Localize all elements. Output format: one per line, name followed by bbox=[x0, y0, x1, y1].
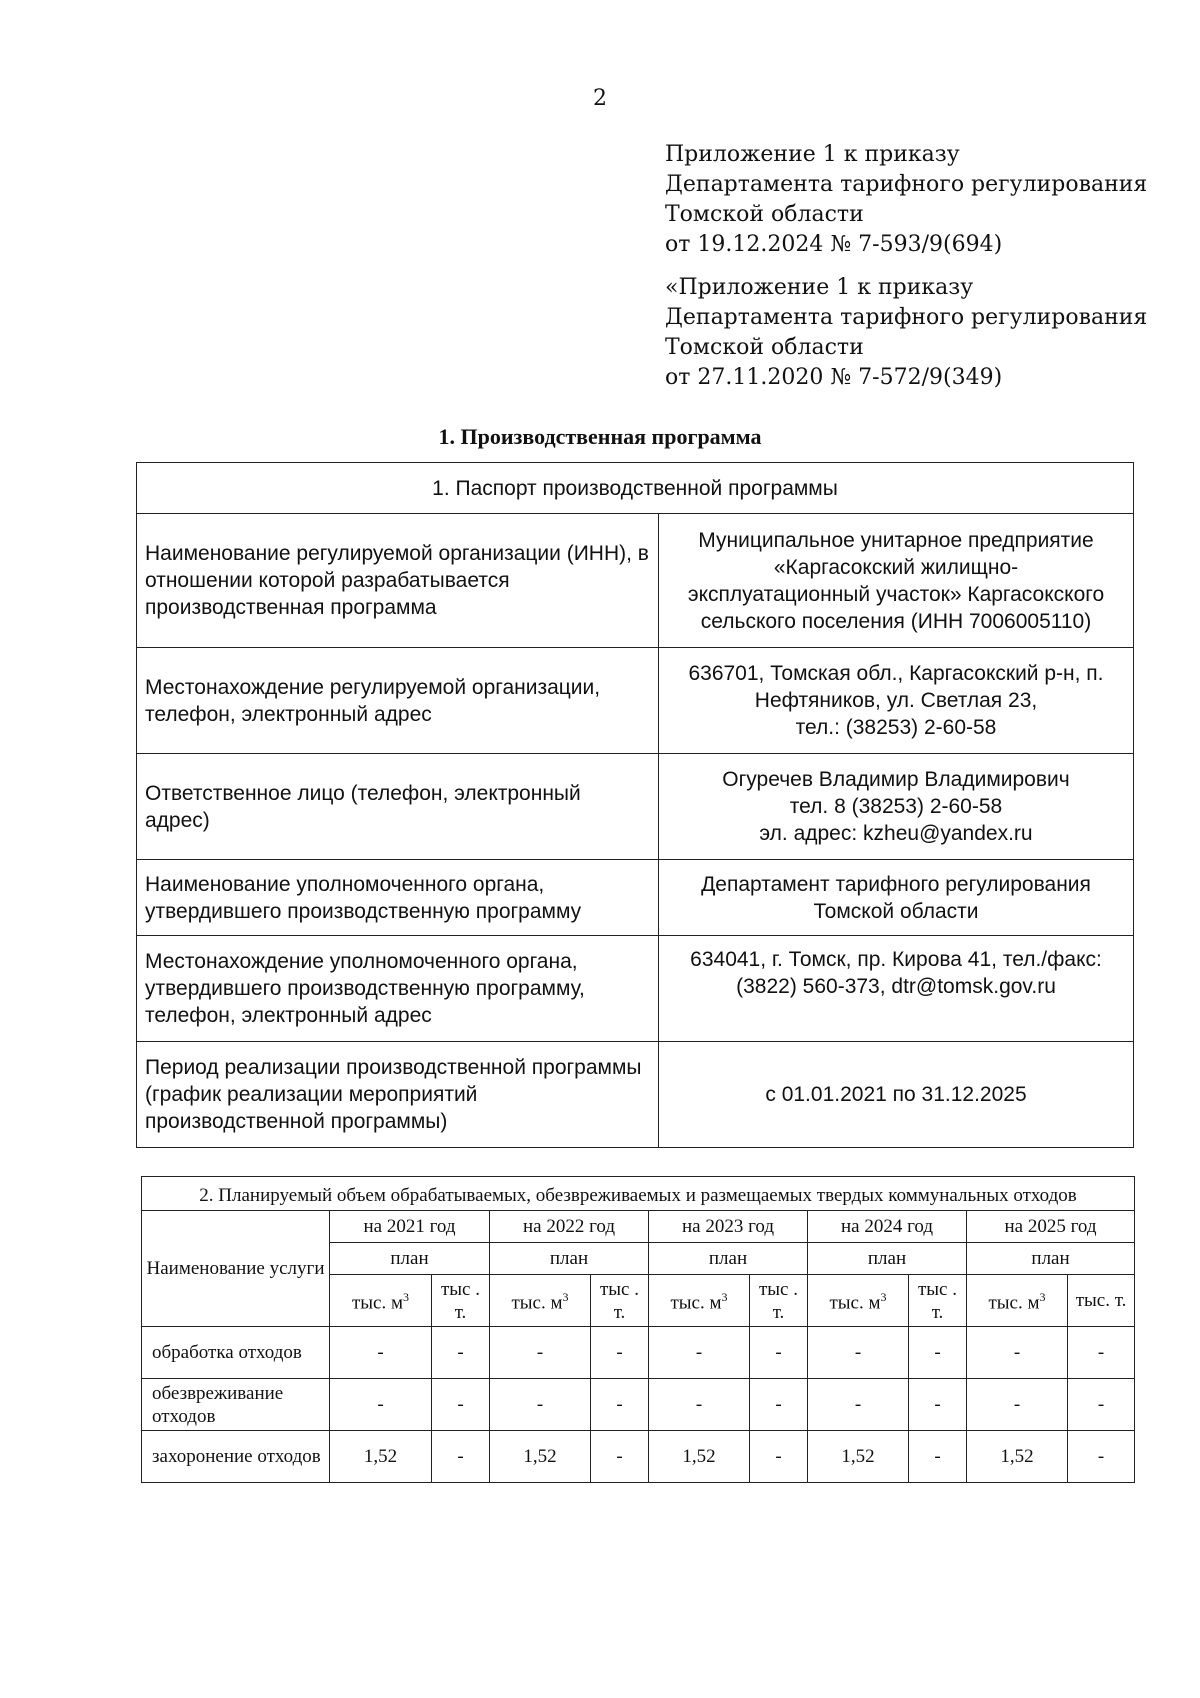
unit-m3-sup: 3 bbox=[562, 1290, 569, 1305]
value-cell: - bbox=[432, 1327, 490, 1379]
plan-header: план bbox=[490, 1243, 649, 1275]
service-name: захоронение отходов bbox=[142, 1431, 330, 1483]
passport-value bbox=[659, 1042, 1134, 1148]
appendix-line: Томской области bbox=[665, 202, 864, 227]
appendix-line: Томской области bbox=[665, 335, 864, 360]
value-cell: 1,52 bbox=[330, 1431, 432, 1483]
table-row bbox=[137, 514, 1134, 648]
unit-m3-text: тыс. м bbox=[670, 1292, 722, 1314]
passport-table bbox=[136, 462, 1134, 1148]
unit-t-header: тыс . т. bbox=[909, 1275, 967, 1327]
value-cell: - bbox=[330, 1379, 432, 1431]
passport-value bbox=[659, 648, 1134, 754]
value-cell: - bbox=[909, 1327, 967, 1379]
appendix-current bbox=[665, 140, 1185, 260]
passport-value bbox=[659, 860, 1134, 936]
unit-m3-text: тыс. м bbox=[511, 1292, 563, 1314]
unit-m3-sup: 3 bbox=[1039, 1290, 1046, 1305]
appendix-line: Приложение 1 к приказу bbox=[665, 142, 960, 167]
value-cell: - bbox=[591, 1431, 649, 1483]
unit-t-header: тыс. т. bbox=[1068, 1275, 1135, 1327]
service-header: Наименование услуги bbox=[142, 1211, 330, 1327]
value-cell: - bbox=[330, 1327, 432, 1379]
unit-m3-text: тыс. м bbox=[351, 1292, 404, 1314]
value-cell: - bbox=[649, 1379, 750, 1431]
value-line: 636701, Томская обл., Каргасокский р-н, п. bbox=[688, 662, 1104, 685]
plan-header: план bbox=[330, 1243, 490, 1275]
value-line: Муниципальное унитарное предприятие bbox=[698, 528, 1094, 552]
section-title: 1. Производственная программа bbox=[438, 424, 762, 449]
appendix-line: «Приложение 1 к приказу bbox=[665, 275, 974, 300]
value-line: 634041, г. Томск, пр. Кирова 41, тел./факс: bbox=[690, 948, 1102, 971]
passport-value bbox=[659, 936, 1134, 1042]
value-cell: - bbox=[967, 1379, 1068, 1431]
value-line: тел. 8 (38253) 2-60-58 bbox=[789, 795, 1003, 818]
unit-m3-sup: 3 bbox=[721, 1290, 728, 1305]
unit-m3-header bbox=[808, 1275, 909, 1327]
table-row bbox=[142, 1431, 1135, 1483]
unit-m3-header bbox=[649, 1275, 750, 1327]
table-row bbox=[137, 648, 1134, 754]
year-header: на 2022 год bbox=[490, 1211, 649, 1243]
plan-header: план bbox=[967, 1243, 1135, 1275]
table-row bbox=[137, 860, 1134, 936]
value-cell: - bbox=[750, 1379, 808, 1431]
value-cell: - bbox=[967, 1327, 1068, 1379]
year-header: на 2023 год bbox=[649, 1211, 808, 1243]
table-row bbox=[137, 1042, 1134, 1148]
unit-t-header: тыс . т. bbox=[750, 1275, 808, 1327]
year-header: на 2024 год bbox=[808, 1211, 967, 1243]
value-cell: - bbox=[490, 1379, 591, 1431]
year-header: на 2021 год bbox=[330, 1211, 490, 1243]
passport-label: Период реализации производственной программы (график реализации мероприятий производственной программы) bbox=[137, 1042, 659, 1148]
unit-m3-header bbox=[967, 1275, 1068, 1327]
passport-label: Местонахождение регулируемой организации, телефон, электронный адрес bbox=[137, 648, 659, 754]
year-header: на 2025 год bbox=[967, 1211, 1135, 1243]
value-cell: 1,52 bbox=[649, 1431, 750, 1483]
table-row bbox=[137, 936, 1134, 1042]
passport-label: Местонахождение уполномоченного органа, утвердившего производственную программу, телефон, электронный адрес bbox=[137, 936, 659, 1042]
unit-m3-header bbox=[490, 1275, 591, 1327]
value-line: Нефтяников, ул. Светлая 23, bbox=[754, 689, 1038, 712]
plan-header: план bbox=[649, 1243, 808, 1275]
value-cell: - bbox=[432, 1379, 490, 1431]
unit-t-header: тыс . т. bbox=[591, 1275, 649, 1327]
unit-m3-text: тыс. м bbox=[988, 1292, 1040, 1314]
passport-value bbox=[659, 754, 1134, 860]
appendix-line: Департамента тарифного регулирования bbox=[665, 305, 1148, 330]
appendix-line: от 19.12.2024 № 7-593/9(694) bbox=[665, 232, 1003, 257]
unit-t-header: тыс . т. bbox=[432, 1275, 490, 1327]
unit-m3-sup: 3 bbox=[403, 1290, 410, 1305]
service-name: обезвреживание отходов bbox=[142, 1379, 330, 1431]
value-cell: - bbox=[808, 1379, 909, 1431]
table-row bbox=[142, 1327, 1135, 1379]
years-row bbox=[142, 1211, 1135, 1243]
value-cell: - bbox=[1068, 1379, 1135, 1431]
appendix-line: от 27.11.2020 № 7-572/9(349) bbox=[665, 365, 1003, 390]
value-cell: - bbox=[750, 1327, 808, 1379]
value-cell: - bbox=[909, 1379, 967, 1431]
value-line: (3822) 560-373, dtr@tomsk.gov.ru bbox=[736, 975, 1056, 998]
value-line: Департамент тарифного регулирования bbox=[701, 872, 1091, 896]
value-cell: - bbox=[808, 1327, 909, 1379]
volume-table bbox=[141, 1176, 1135, 1483]
appendix-original bbox=[665, 273, 1185, 393]
passport-value bbox=[659, 514, 1134, 648]
value-line: сельского поселения (ИНН 7006005110) bbox=[700, 609, 1092, 633]
passport-header: 1. Паспорт производственной программы bbox=[137, 463, 1134, 514]
page-number: 2 bbox=[593, 86, 607, 111]
value-cell: - bbox=[432, 1431, 490, 1483]
value-line: эл. адрес: kzheu@yandex.ru bbox=[759, 822, 1033, 845]
value-line: с 01.01.2021 по 31.12.2025 bbox=[765, 1083, 1027, 1106]
unit-m3-text: тыс. м bbox=[829, 1292, 881, 1314]
value-cell: - bbox=[750, 1431, 808, 1483]
volume-title: 2. Планируемый объем обрабатываемых, обезвреживаемых и размещаемых твердых коммунальных отходов bbox=[142, 1177, 1135, 1211]
table-row bbox=[137, 754, 1134, 860]
value-cell: - bbox=[1068, 1327, 1135, 1379]
value-line: «Каргасокский жилищно- bbox=[773, 555, 1019, 579]
appendix-line: Департамента тарифного регулирования bbox=[665, 172, 1148, 197]
value-cell: - bbox=[591, 1327, 649, 1379]
unit-m3-sup: 3 bbox=[880, 1290, 887, 1305]
passport-label: Наименование регулируемой организации (ИНН), в отношении которой разрабатывается производственная программа bbox=[137, 514, 659, 648]
value-line: эксплуатационный участок» Каргасокского bbox=[687, 582, 1105, 606]
value-cell: - bbox=[591, 1379, 649, 1431]
value-cell: - bbox=[490, 1327, 591, 1379]
value-line: Огуречев Владимир Владимирович bbox=[722, 768, 1070, 791]
value-cell: 1,52 bbox=[808, 1431, 909, 1483]
value-line: Томской области bbox=[813, 899, 979, 923]
passport-label: Наименование уполномоченного органа, утвердившего производственную программу bbox=[137, 860, 659, 936]
value-cell: 1,52 bbox=[490, 1431, 591, 1483]
value-cell: 1,52 bbox=[967, 1431, 1068, 1483]
value-cell: - bbox=[909, 1431, 967, 1483]
value-cell: - bbox=[649, 1327, 750, 1379]
value-line: тел.: (38253) 2-60-58 bbox=[795, 716, 997, 739]
value-cell: - bbox=[1068, 1431, 1135, 1483]
table-row bbox=[142, 1379, 1135, 1431]
plan-header: план bbox=[808, 1243, 967, 1275]
service-name: обработка отходов bbox=[142, 1327, 330, 1379]
volume-title-row bbox=[142, 1177, 1135, 1211]
passport-label: Ответственное лицо (телефон, электронный адрес) bbox=[137, 754, 659, 860]
passport-header-row bbox=[137, 463, 1134, 514]
unit-m3-header bbox=[330, 1275, 432, 1327]
